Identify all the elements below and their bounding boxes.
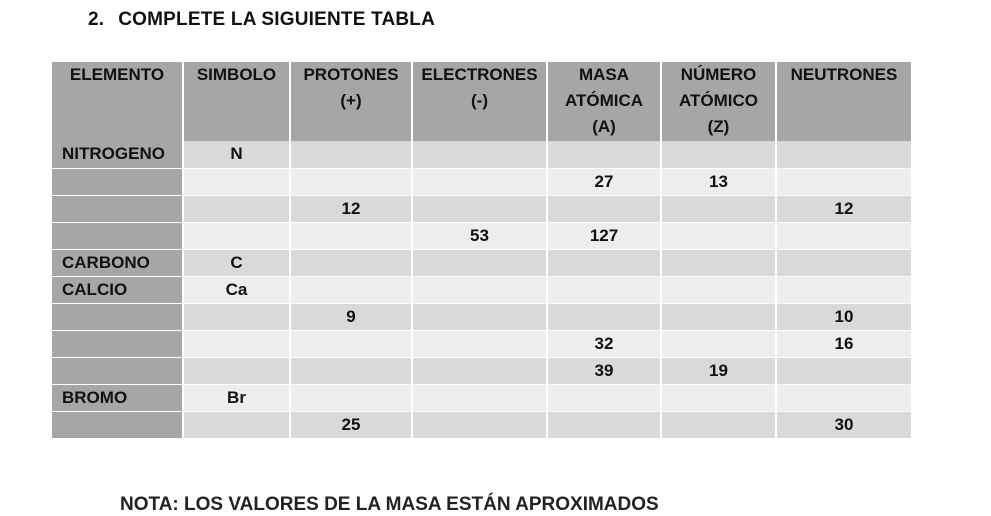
cell-masa-atomica: 39 (547, 357, 661, 384)
cell-simbolo: N (183, 141, 290, 168)
cell-neutrones (776, 168, 911, 195)
table-row (52, 303, 911, 330)
cell-simbolo (183, 357, 290, 384)
cell-electrones (412, 249, 547, 276)
cell-simbolo: Ca (183, 276, 290, 303)
cell-masa-atomica (547, 384, 661, 411)
header-simbolo: SIMBOLO (183, 62, 290, 141)
cell-numero-atomico (661, 411, 776, 438)
cell-masa-atomica (547, 195, 661, 222)
footnote: NOTA: LOS VALORES DE LA MASA ESTÁN APROXIMADOS (120, 494, 659, 515)
table-row (52, 141, 911, 168)
cell-protones: 9 (290, 303, 412, 330)
cell-numero-atomico: 19 (661, 357, 776, 384)
cell-electrones (412, 384, 547, 411)
cell-neutrones (776, 249, 911, 276)
cell-numero-atomico (661, 141, 776, 168)
table-row (52, 384, 911, 411)
table-row (52, 411, 911, 438)
exercise-heading (88, 9, 435, 31)
table-row (52, 222, 911, 249)
cell-electrones (412, 330, 547, 357)
cell-simbolo (183, 168, 290, 195)
cell-elemento (52, 168, 183, 195)
cell-numero-atomico (661, 195, 776, 222)
table-row (52, 168, 911, 195)
cell-simbolo: C (183, 249, 290, 276)
cell-electrones (412, 411, 547, 438)
header-electrones: ELECTRONES (-) (412, 62, 547, 141)
cell-neutrones: 16 (776, 330, 911, 357)
cell-protones (290, 276, 412, 303)
cell-elemento (52, 330, 183, 357)
table-row (52, 276, 911, 303)
cell-simbolo (183, 222, 290, 249)
cell-neutrones: 12 (776, 195, 911, 222)
cell-neutrones: 30 (776, 411, 911, 438)
cell-numero-atomico (661, 330, 776, 357)
cell-simbolo (183, 411, 290, 438)
cell-electrones: 53 (412, 222, 547, 249)
header-masa-atomica: MASA ATÓMICA (A) (547, 62, 661, 141)
exercise-number: 2. (88, 9, 105, 30)
cell-masa-atomica (547, 276, 661, 303)
table-row (52, 330, 911, 357)
table-row (52, 195, 911, 222)
header-protones: PROTONES (+) (290, 62, 412, 141)
exercise-title: COMPLETE LA SIGUIENTE TABLA (118, 9, 436, 30)
header-neutrones: NEUTRONES (776, 62, 911, 141)
cell-neutrones (776, 384, 911, 411)
cell-protones (290, 384, 412, 411)
table-row (52, 357, 911, 384)
cell-protones: 25 (290, 411, 412, 438)
cell-masa-atomica (547, 303, 661, 330)
cell-elemento: NITROGENO (52, 141, 183, 168)
cell-elemento (52, 357, 183, 384)
cell-simbolo (183, 195, 290, 222)
cell-neutrones (776, 222, 911, 249)
cell-masa-atomica: 27 (547, 168, 661, 195)
cell-electrones (412, 168, 547, 195)
cell-elemento: CALCIO (52, 276, 183, 303)
table-body (52, 141, 911, 438)
cell-protones (290, 330, 412, 357)
cell-numero-atomico (661, 222, 776, 249)
cell-electrones (412, 276, 547, 303)
cell-elemento: BROMO (52, 384, 183, 411)
cell-protones (290, 357, 412, 384)
cell-protones (290, 168, 412, 195)
cell-electrones (412, 195, 547, 222)
cell-neutrones (776, 276, 911, 303)
cell-elemento (52, 411, 183, 438)
cell-simbolo (183, 303, 290, 330)
cell-masa-atomica (547, 141, 661, 168)
cell-numero-atomico (661, 384, 776, 411)
cell-masa-atomica: 127 (547, 222, 661, 249)
table-header-row (52, 62, 911, 141)
cell-protones (290, 249, 412, 276)
cell-elemento: CARBONO (52, 249, 183, 276)
cell-masa-atomica (547, 249, 661, 276)
cell-numero-atomico (661, 249, 776, 276)
cell-elemento (52, 303, 183, 330)
cell-electrones (412, 357, 547, 384)
cell-protones (290, 141, 412, 168)
cell-elemento (52, 195, 183, 222)
header-elemento: ELEMENTO (52, 62, 183, 141)
cell-electrones (412, 141, 547, 168)
cell-masa-atomica: 32 (547, 330, 661, 357)
cell-protones (290, 222, 412, 249)
table-row (52, 249, 911, 276)
cell-electrones (412, 303, 547, 330)
cell-neutrones (776, 141, 911, 168)
cell-numero-atomico (661, 276, 776, 303)
cell-simbolo (183, 330, 290, 357)
cell-protones: 12 (290, 195, 412, 222)
cell-neutrones: 10 (776, 303, 911, 330)
cell-neutrones (776, 357, 911, 384)
cell-simbolo: Br (183, 384, 290, 411)
header-numero-atomico: NÚMERO ATÓMICO (Z) (661, 62, 776, 141)
cell-elemento (52, 222, 183, 249)
elements-table (52, 62, 911, 439)
cell-masa-atomica (547, 411, 661, 438)
cell-numero-atomico: 13 (661, 168, 776, 195)
cell-numero-atomico (661, 303, 776, 330)
